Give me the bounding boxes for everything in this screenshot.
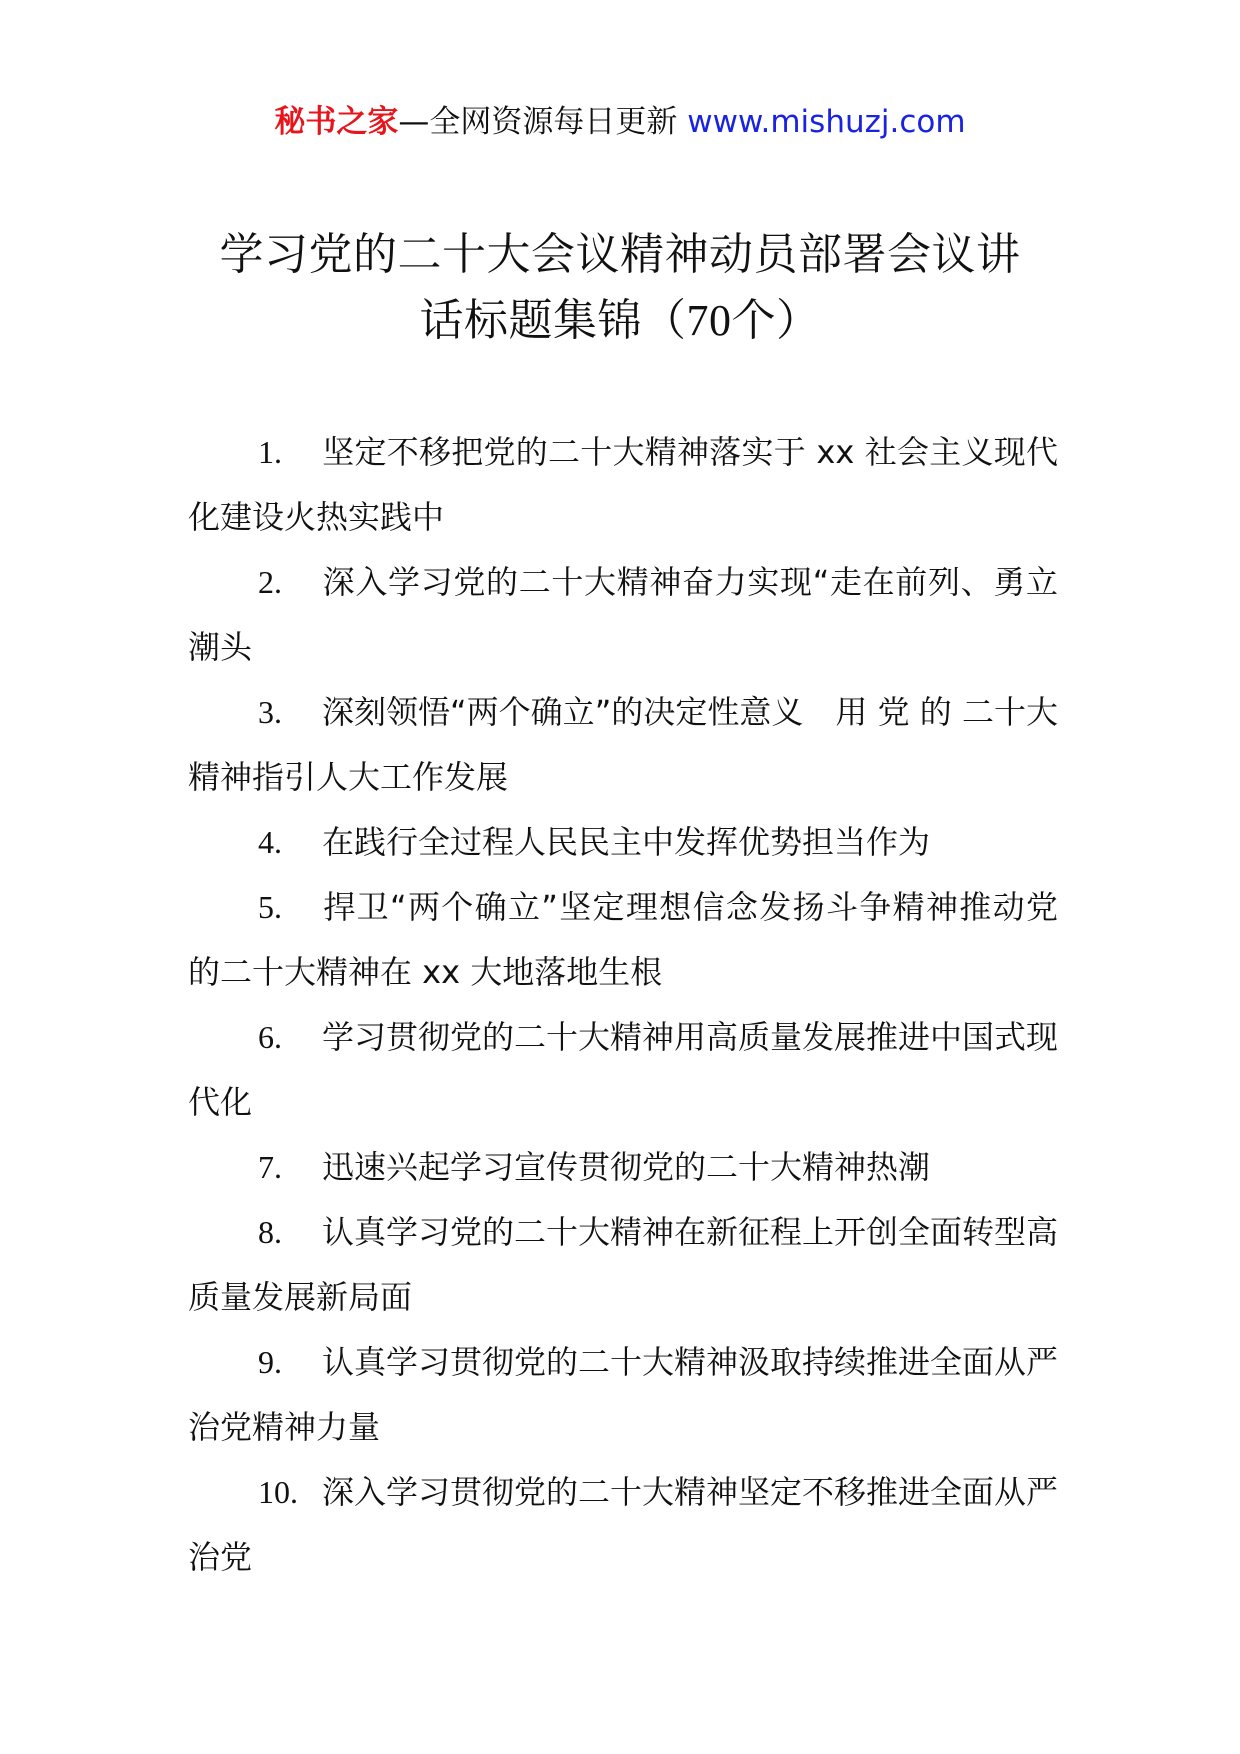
list-item <box>188 1200 1058 1330</box>
list-item <box>188 680 1058 810</box>
item-text: 迅速兴起学习宣传贯彻党的二十大精神热潮 <box>322 1148 931 1186</box>
list-item <box>188 420 1058 550</box>
site-url-link[interactable]: www.mishuzj.com <box>687 104 966 140</box>
list-item <box>188 1005 1058 1135</box>
item-number: 7. <box>258 1149 282 1185</box>
title-line-2 <box>160 288 1080 354</box>
document-title <box>160 222 1080 354</box>
item-number: 9. <box>258 1344 282 1380</box>
item-number: 8. <box>258 1214 282 1250</box>
item-text: 坚定不移把党的二十大精神落实于 xx 社会主义现代化建设火热实践中 <box>188 433 1058 536</box>
item-text: 在践行全过程人民民主中发挥优势担当作为 <box>322 823 931 861</box>
list-item <box>188 1135 1058 1200</box>
item-text: 深入学习党的二十大精神奋力实现“走在前列、勇立潮头 <box>188 563 1058 666</box>
item-text: 认真学习贯彻党的二十大精神汲取持续推进全面从严治党精神力量 <box>188 1343 1059 1446</box>
item-text: 深刻领悟“两个确立”的决定性意义 用 党 的 二十大精神指引人大工作发展 <box>188 693 1058 796</box>
item-text: 学习贯彻党的二十大精神用高质量发展推进中国式现代化 <box>188 1018 1059 1121</box>
item-number: 1. <box>258 434 282 470</box>
title-list <box>188 420 1058 1590</box>
list-item <box>188 550 1058 680</box>
list-item <box>188 875 1058 1005</box>
item-number: 5. <box>258 889 282 925</box>
list-item <box>188 1330 1058 1460</box>
header-tagline: —全网资源每日更新 <box>398 104 678 140</box>
header-banner <box>0 100 1240 144</box>
title-count: 70 <box>686 296 732 345</box>
list-item <box>188 1460 1058 1590</box>
item-number: 2. <box>258 564 282 600</box>
item-text: 捍卫“两个确立”坚定理想信念发扬斗争精神推动党的二十大精神在 xx 大地落地生根 <box>188 888 1058 991</box>
item-number: 3. <box>258 694 282 730</box>
brand-name: 秘书之家 <box>274 104 399 140</box>
item-number: 10. <box>258 1474 298 1510</box>
title-line-2-suffix: 个） <box>731 295 821 346</box>
item-number: 4. <box>258 824 282 860</box>
title-line-1: 学习党的二十大会议精神动员部署会议讲 <box>219 229 1021 280</box>
item-number: 6. <box>258 1019 282 1055</box>
list-item <box>188 810 1058 875</box>
item-text: 深入学习贯彻党的二十大精神坚定不移推进全面从严治党 <box>188 1473 1059 1576</box>
title-line-2-prefix: 话标题集锦（ <box>419 295 687 346</box>
item-text: 认真学习党的二十大精神在新征程上开创全面转型高质量发展新局面 <box>188 1213 1059 1316</box>
